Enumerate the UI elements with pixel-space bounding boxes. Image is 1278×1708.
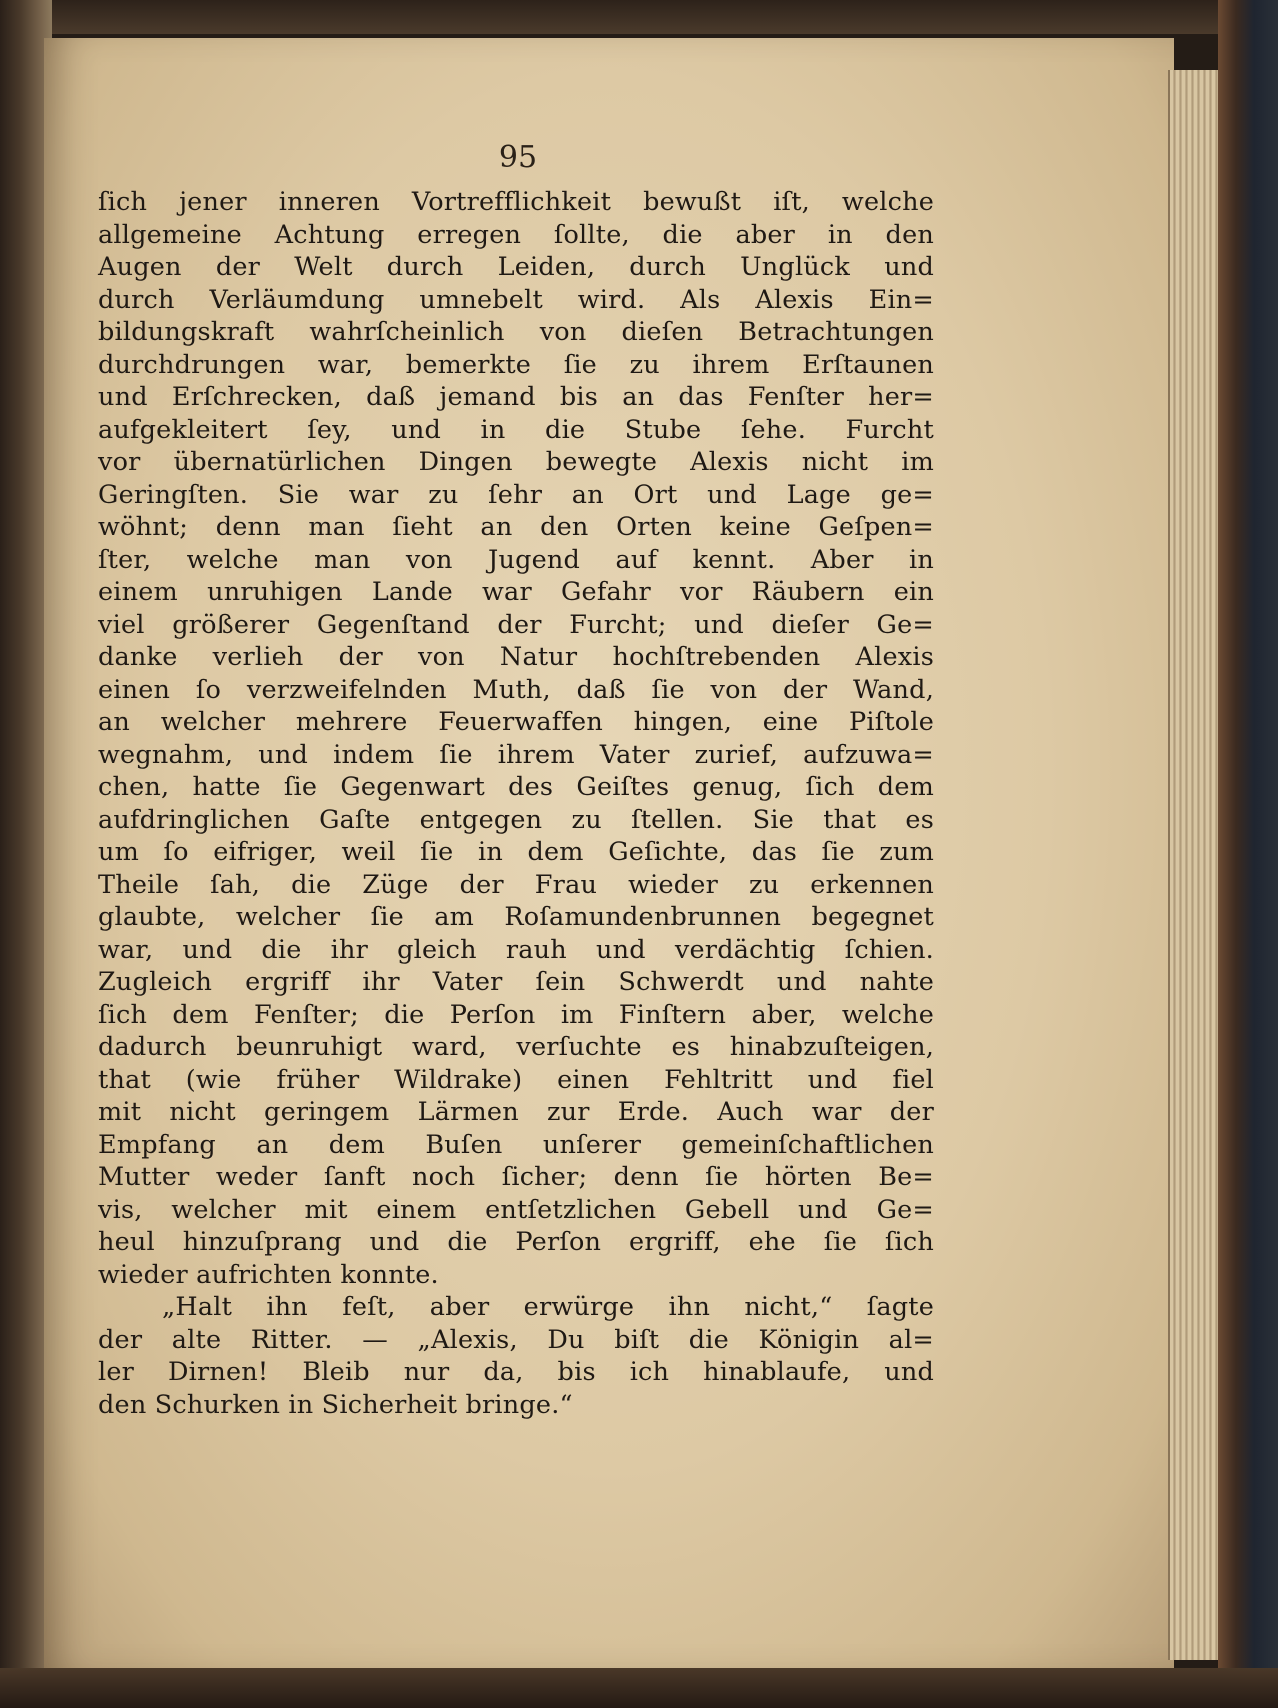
text-line: um ſo eifriger, weil ſie in dem Geſichte, das ſie zum — [98, 837, 934, 867]
text-line: aufgekleitert ſey, und in die Stube ſehe. Furcht — [98, 414, 934, 445]
text-line: Zugleich ergriff ihr Vater ſein Schwerdt und nahte — [98, 967, 934, 997]
text-line: wegnahm, und indem ſie ihrem Vater zurief, aufzuwa= — [98, 739, 934, 770]
book-cover-top — [0, 0, 1278, 34]
text-line: Theile ſah, die Züge der Frau wieder zu erkennen — [98, 869, 934, 900]
text-line: Mutter weder ſanft noch ſicher; denn ſie hörten Be= — [98, 1162, 934, 1192]
text-line: dadurch beunruhigt ward, verſuchte es hinabzuſteigen, — [98, 1032, 934, 1062]
page-stack-edges — [1168, 70, 1218, 1660]
text-line: wieder aufrichten konnte. — [98, 1259, 439, 1290]
text-line: ſich dem Fenſter; die Perſon im Finſtern aber, welche — [98, 999, 934, 1030]
text-line: ler Dirnen! Bleib nur da, bis ich hinablaufe, und — [98, 1357, 934, 1387]
text-line: einen ſo verzweifelnden Muth, daß ſie von der Wand, — [98, 674, 934, 705]
book-cover-bottom — [0, 1668, 1278, 1708]
text-line: Geringſten. Sie war zu ſehr an Ort und Lage ge= — [98, 479, 934, 510]
text-line: allgemeine Achtung erregen ſollte, die aber in den — [98, 219, 934, 250]
text-line: wöhnt; denn man ſieht an den Orten keine Geſpen= — [98, 512, 934, 542]
text-line: aufdringlichen Gaſte entgegen zu ſtellen. Sie that es — [98, 804, 934, 835]
text-line: „Halt ihn feſt, aber erwürge ihn nicht,“ ſagte — [162, 1292, 934, 1322]
text-line: den Schurken in Sicherheit bringe.“ — [98, 1389, 573, 1420]
text-line: Empfang an dem Buſen unſerer gemeinſchaftlichen — [98, 1129, 934, 1160]
text-line: und Erſchrecken, daß jemand bis an das Fenſter her= — [98, 382, 934, 412]
text-line: glaubte, welcher ſie am Roſamundenbrunnen begegnet — [98, 902, 934, 932]
text-line: viel größerer Gegenſtand der Furcht; und dieſer Ge= — [98, 609, 934, 640]
text-line: einem unruhigen Lande war Gefahr vor Räubern ein — [98, 577, 934, 607]
text-line: ſter, welche man von Jugend auf kennt. Aber in — [98, 544, 934, 575]
text-line: ſich jener inneren Vortrefflichkeit bewußt iſt, welche — [98, 187, 934, 217]
text-line: der alte Ritter. — „Alexis, Du biſt die Königin al= — [98, 1324, 934, 1355]
text-line: that (wie früher Wildrake) einen Fehltritt und fiel — [98, 1064, 934, 1095]
page-text — [98, 186, 934, 1421]
book-cover-right — [1218, 0, 1278, 1708]
text-line: danke verlieh der von Natur hochſtrebenden Alexis — [98, 642, 934, 672]
text-line: chen, hatte ſie Gegenwart des Geiſtes genug, ſich dem — [98, 772, 934, 802]
text-line: heul hinzuſprang und die Perſon ergriff, ehe ſie ſich — [98, 1227, 934, 1257]
text-line: vis, welcher mit einem entſetzlichen Gebell und Ge= — [98, 1194, 934, 1225]
text-line: bildungskraft wahrſcheinlich von dieſen Betrachtungen — [98, 317, 934, 347]
text-line: war, und die ihr gleich rauh und verdächtig ſchien. — [98, 934, 934, 965]
text-line: Augen der Welt durch Leiden, durch Unglück und — [98, 252, 934, 282]
text-line: durch Verläumdung umnebelt wird. Als Alexis Ein= — [98, 284, 934, 315]
text-line: durchdrungen war, bemerkte ſie zu ihrem Erſtaunen — [98, 349, 934, 380]
text-line: an welcher mehrere Feuerwaffen hingen, eine Piſtole — [98, 707, 934, 737]
page-number: 95 — [498, 140, 538, 175]
text-line: vor übernatürlichen Dingen bewegte Alexis nicht im — [98, 447, 934, 477]
text-line: mit nicht geringem Lärmen zur Erde. Auch war der — [98, 1097, 934, 1127]
